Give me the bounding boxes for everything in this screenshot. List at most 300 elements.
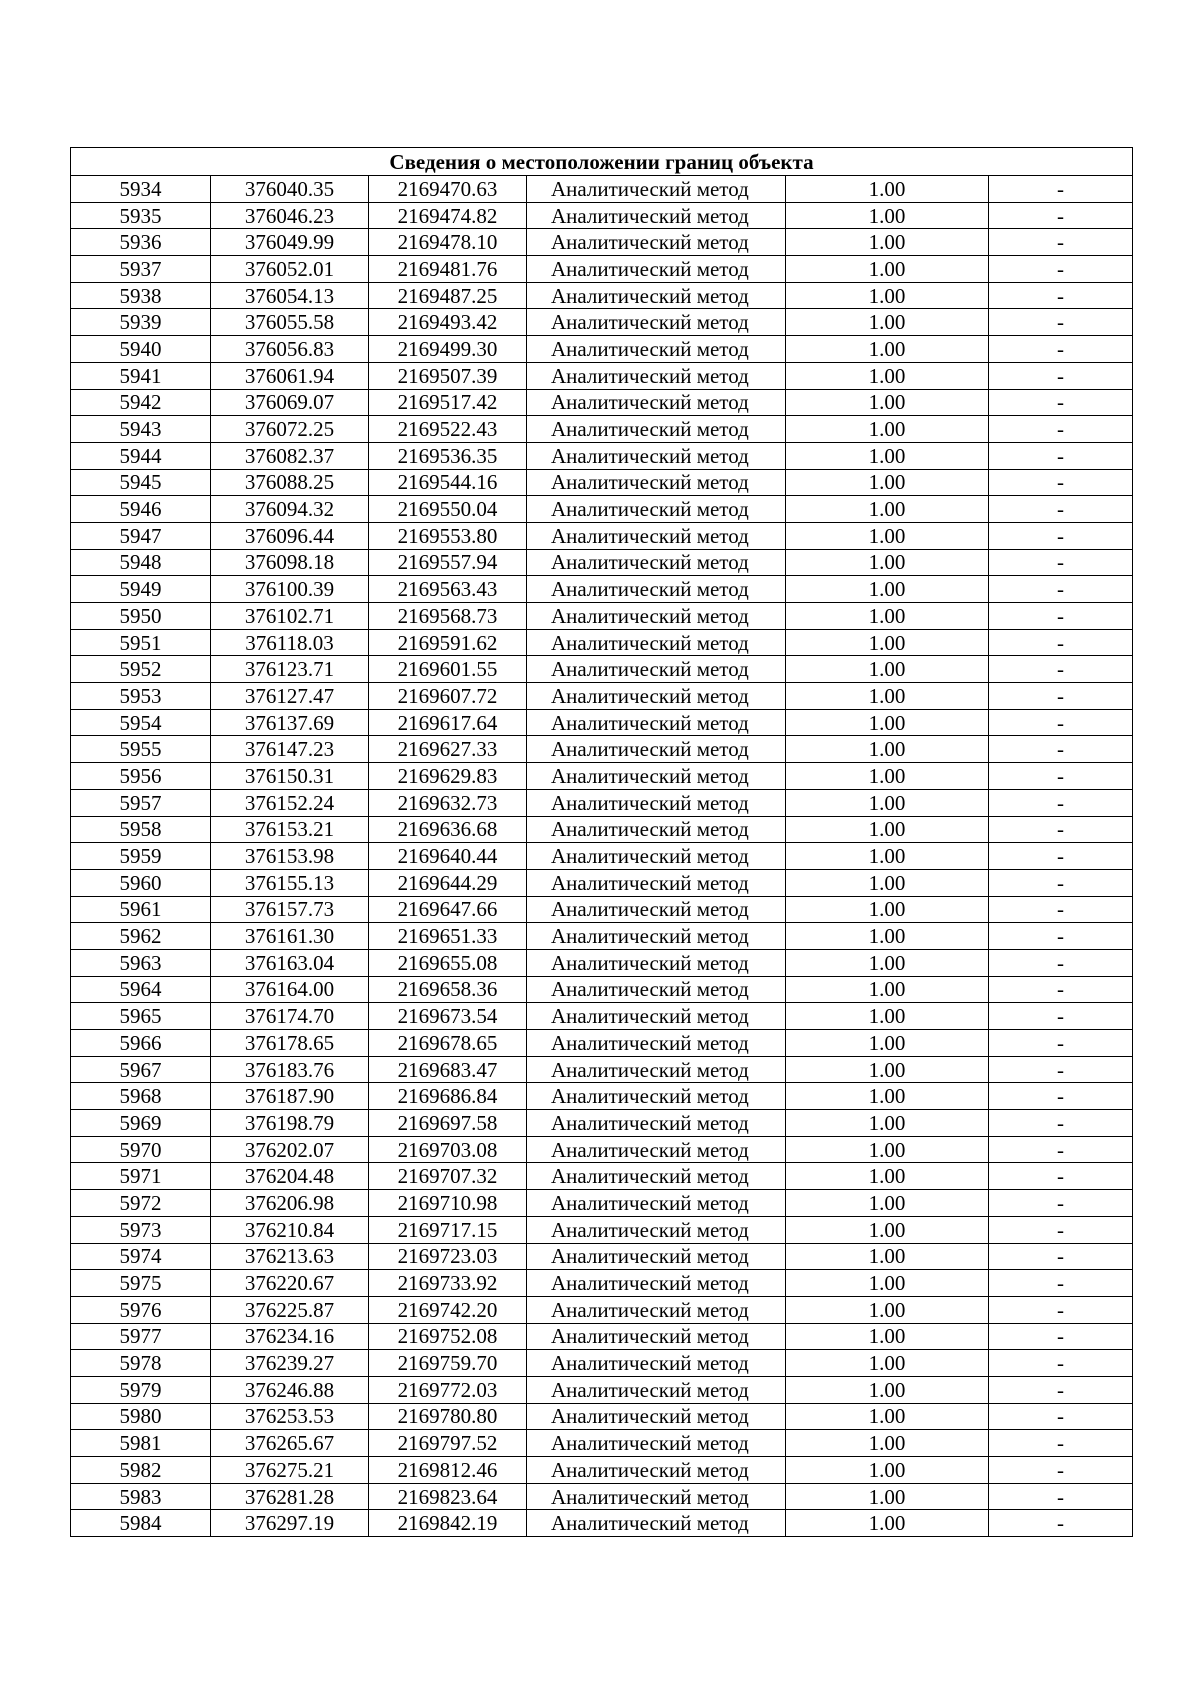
cell-description: -	[989, 442, 1133, 469]
cell-description: -	[989, 1163, 1133, 1190]
cell-y-coordinate: 2169632.73	[369, 789, 527, 816]
cell-description: -	[989, 1270, 1133, 1297]
table-row	[71, 309, 1133, 336]
cell-description: -	[989, 949, 1133, 976]
cell-method: Аналитический метод	[527, 1110, 786, 1137]
cell-x-coordinate: 376123.71	[211, 656, 369, 683]
cell-description: -	[989, 923, 1133, 950]
cell-x-coordinate: 376246.88	[211, 1376, 369, 1403]
cell-x-coordinate: 376202.07	[211, 1136, 369, 1163]
cell-description: -	[989, 1483, 1133, 1510]
cell-point-number: 5945	[71, 469, 211, 496]
cell-accuracy: 1.00	[786, 336, 989, 363]
table-row	[71, 1350, 1133, 1377]
cell-accuracy: 1.00	[786, 1243, 989, 1270]
cell-point-number: 5959	[71, 843, 211, 870]
cell-y-coordinate: 2169658.36	[369, 976, 527, 1003]
table-row	[71, 1163, 1133, 1190]
cell-description: -	[989, 976, 1133, 1003]
cell-x-coordinate: 376153.98	[211, 843, 369, 870]
cell-point-number: 5957	[71, 789, 211, 816]
cell-x-coordinate: 376061.94	[211, 362, 369, 389]
cell-method: Аналитический метод	[527, 1457, 786, 1484]
cell-point-number: 5973	[71, 1216, 211, 1243]
cell-x-coordinate: 376150.31	[211, 763, 369, 790]
cell-y-coordinate: 2169550.04	[369, 496, 527, 523]
cell-method: Аналитический метод	[527, 442, 786, 469]
table-row	[71, 1483, 1133, 1510]
cell-x-coordinate: 376152.24	[211, 789, 369, 816]
cell-point-number: 5980	[71, 1403, 211, 1430]
cell-y-coordinate: 2169553.80	[369, 522, 527, 549]
cell-method: Аналитический метод	[527, 309, 786, 336]
cell-y-coordinate: 2169636.68	[369, 816, 527, 843]
cell-y-coordinate: 2169655.08	[369, 949, 527, 976]
cell-y-coordinate: 2169474.82	[369, 202, 527, 229]
table-row	[71, 656, 1133, 683]
cell-x-coordinate: 376137.69	[211, 709, 369, 736]
cell-point-number: 5940	[71, 336, 211, 363]
cell-accuracy: 1.00	[786, 709, 989, 736]
cell-point-number: 5970	[71, 1136, 211, 1163]
cell-accuracy: 1.00	[786, 442, 989, 469]
cell-x-coordinate: 376118.03	[211, 629, 369, 656]
cell-x-coordinate: 376198.79	[211, 1110, 369, 1137]
cell-y-coordinate: 2169627.33	[369, 736, 527, 763]
cell-point-number: 5938	[71, 282, 211, 309]
cell-accuracy: 1.00	[786, 736, 989, 763]
cell-accuracy: 1.00	[786, 1483, 989, 1510]
cell-accuracy: 1.00	[786, 1457, 989, 1484]
cell-y-coordinate: 2169823.64	[369, 1483, 527, 1510]
cell-point-number: 5937	[71, 256, 211, 283]
cell-accuracy: 1.00	[786, 202, 989, 229]
table-row	[71, 1296, 1133, 1323]
cell-y-coordinate: 2169683.47	[369, 1056, 527, 1083]
cell-accuracy: 1.00	[786, 1056, 989, 1083]
cell-y-coordinate: 2169644.29	[369, 869, 527, 896]
cell-accuracy: 1.00	[786, 1270, 989, 1297]
cell-y-coordinate: 2169651.33	[369, 923, 527, 950]
cell-point-number: 5949	[71, 576, 211, 603]
cell-accuracy: 1.00	[786, 923, 989, 950]
cell-point-number: 5979	[71, 1376, 211, 1403]
table-row	[71, 603, 1133, 630]
cell-description: -	[989, 603, 1133, 630]
cell-method: Аналитический метод	[527, 1083, 786, 1110]
cell-accuracy: 1.00	[786, 576, 989, 603]
cell-x-coordinate: 376164.00	[211, 976, 369, 1003]
table-row	[71, 389, 1133, 416]
cell-method: Аналитический метод	[527, 176, 786, 203]
cell-method: Аналитический метод	[527, 202, 786, 229]
cell-description: -	[989, 1136, 1133, 1163]
cell-y-coordinate: 2169842.19	[369, 1510, 527, 1537]
cell-method: Аналитический метод	[527, 229, 786, 256]
cell-x-coordinate: 376220.67	[211, 1270, 369, 1297]
cell-x-coordinate: 376187.90	[211, 1083, 369, 1110]
cell-y-coordinate: 2169703.08	[369, 1136, 527, 1163]
cell-description: -	[989, 1083, 1133, 1110]
cell-method: Аналитический метод	[527, 256, 786, 283]
cell-point-number: 5984	[71, 1510, 211, 1537]
cell-accuracy: 1.00	[786, 603, 989, 630]
cell-y-coordinate: 2169647.66	[369, 896, 527, 923]
cell-method: Аналитический метод	[527, 1136, 786, 1163]
cell-description: -	[989, 282, 1133, 309]
cell-accuracy: 1.00	[786, 416, 989, 443]
cell-y-coordinate: 2169686.84	[369, 1083, 527, 1110]
cell-method: Аналитический метод	[527, 709, 786, 736]
cell-accuracy: 1.00	[786, 1083, 989, 1110]
cell-description: -	[989, 709, 1133, 736]
cell-x-coordinate: 376094.32	[211, 496, 369, 523]
cell-y-coordinate: 2169780.80	[369, 1403, 527, 1430]
cell-method: Аналитический метод	[527, 1056, 786, 1083]
table-row	[71, 202, 1133, 229]
cell-x-coordinate: 376213.63	[211, 1243, 369, 1270]
cell-description: -	[989, 1216, 1133, 1243]
cell-point-number: 5968	[71, 1083, 211, 1110]
table-row	[71, 256, 1133, 283]
cell-x-coordinate: 376281.28	[211, 1483, 369, 1510]
cell-method: Аналитический метод	[527, 282, 786, 309]
cell-point-number: 5944	[71, 442, 211, 469]
cell-description: -	[989, 896, 1133, 923]
cell-point-number: 5974	[71, 1243, 211, 1270]
cell-point-number: 5982	[71, 1457, 211, 1484]
table-row	[71, 1003, 1133, 1030]
cell-description: -	[989, 309, 1133, 336]
cell-point-number: 5964	[71, 976, 211, 1003]
cell-point-number: 5975	[71, 1270, 211, 1297]
cell-method: Аналитический метод	[527, 656, 786, 683]
cell-method: Аналитический метод	[527, 603, 786, 630]
cell-method: Аналитический метод	[527, 736, 786, 763]
cell-point-number: 5948	[71, 549, 211, 576]
cell-accuracy: 1.00	[786, 229, 989, 256]
cell-x-coordinate: 376155.13	[211, 869, 369, 896]
cell-accuracy: 1.00	[786, 1323, 989, 1350]
cell-x-coordinate: 376052.01	[211, 256, 369, 283]
cell-accuracy: 1.00	[786, 683, 989, 710]
cell-method: Аналитический метод	[527, 389, 786, 416]
cell-description: -	[989, 789, 1133, 816]
cell-x-coordinate: 376100.39	[211, 576, 369, 603]
cell-y-coordinate: 2169522.43	[369, 416, 527, 443]
table-row	[71, 736, 1133, 763]
cell-accuracy: 1.00	[786, 1110, 989, 1137]
cell-accuracy: 1.00	[786, 1430, 989, 1457]
table-row	[71, 869, 1133, 896]
cell-description: -	[989, 176, 1133, 203]
cell-x-coordinate: 376210.84	[211, 1216, 369, 1243]
cell-x-coordinate: 376206.98	[211, 1190, 369, 1217]
cell-method: Аналитический метод	[527, 869, 786, 896]
cell-y-coordinate: 2169499.30	[369, 336, 527, 363]
cell-method: Аналитический метод	[527, 763, 786, 790]
cell-method: Аналитический метод	[527, 469, 786, 496]
table-row	[71, 1270, 1133, 1297]
cell-description: -	[989, 1376, 1133, 1403]
cell-method: Аналитический метод	[527, 1163, 786, 1190]
cell-description: -	[989, 629, 1133, 656]
cell-point-number: 5936	[71, 229, 211, 256]
cell-y-coordinate: 2169470.63	[369, 176, 527, 203]
cell-accuracy: 1.00	[786, 256, 989, 283]
cell-method: Аналитический метод	[527, 1003, 786, 1030]
table-row	[71, 1190, 1133, 1217]
table-row	[71, 789, 1133, 816]
cell-point-number: 5955	[71, 736, 211, 763]
cell-x-coordinate: 376153.21	[211, 816, 369, 843]
cell-description: -	[989, 1056, 1133, 1083]
cell-point-number: 5969	[71, 1110, 211, 1137]
cell-description: -	[989, 549, 1133, 576]
table-row	[71, 896, 1133, 923]
cell-method: Аналитический метод	[527, 629, 786, 656]
cell-method: Аналитический метод	[527, 1350, 786, 1377]
cell-x-coordinate: 376297.19	[211, 1510, 369, 1537]
cell-point-number: 5939	[71, 309, 211, 336]
cell-y-coordinate: 2169717.15	[369, 1216, 527, 1243]
cell-description: -	[989, 1243, 1133, 1270]
cell-method: Аналитический метод	[527, 549, 786, 576]
table-row	[71, 816, 1133, 843]
table-row	[71, 1403, 1133, 1430]
cell-description: -	[989, 763, 1133, 790]
cell-description: -	[989, 736, 1133, 763]
cell-x-coordinate: 376040.35	[211, 176, 369, 203]
cell-point-number: 5965	[71, 1003, 211, 1030]
cell-description: -	[989, 869, 1133, 896]
cell-description: -	[989, 1403, 1133, 1430]
cell-accuracy: 1.00	[786, 469, 989, 496]
table-row	[71, 496, 1133, 523]
cell-method: Аналитический метод	[527, 522, 786, 549]
cell-point-number: 5960	[71, 869, 211, 896]
cell-description: -	[989, 1510, 1133, 1537]
cell-x-coordinate: 376056.83	[211, 336, 369, 363]
cell-description: -	[989, 389, 1133, 416]
cell-description: -	[989, 1323, 1133, 1350]
cell-accuracy: 1.00	[786, 176, 989, 203]
cell-x-coordinate: 376265.67	[211, 1430, 369, 1457]
cell-point-number: 5956	[71, 763, 211, 790]
cell-accuracy: 1.00	[786, 896, 989, 923]
cell-y-coordinate: 2169707.32	[369, 1163, 527, 1190]
table-row	[71, 1216, 1133, 1243]
cell-description: -	[989, 336, 1133, 363]
cell-x-coordinate: 376046.23	[211, 202, 369, 229]
cell-accuracy: 1.00	[786, 496, 989, 523]
cell-accuracy: 1.00	[786, 1510, 989, 1537]
cell-x-coordinate: 376055.58	[211, 309, 369, 336]
table-row	[71, 949, 1133, 976]
cell-description: -	[989, 1030, 1133, 1057]
cell-description: -	[989, 683, 1133, 710]
cell-method: Аналитический метод	[527, 683, 786, 710]
cell-x-coordinate: 376174.70	[211, 1003, 369, 1030]
cell-point-number: 5943	[71, 416, 211, 443]
table-row	[71, 843, 1133, 870]
cell-point-number: 5961	[71, 896, 211, 923]
cell-y-coordinate: 2169678.65	[369, 1030, 527, 1057]
cell-y-coordinate: 2169772.03	[369, 1376, 527, 1403]
cell-point-number: 5947	[71, 522, 211, 549]
cell-x-coordinate: 376253.53	[211, 1403, 369, 1430]
cell-description: -	[989, 362, 1133, 389]
cell-method: Аналитический метод	[527, 949, 786, 976]
cell-accuracy: 1.00	[786, 549, 989, 576]
cell-y-coordinate: 2169536.35	[369, 442, 527, 469]
cell-accuracy: 1.00	[786, 522, 989, 549]
table-row	[71, 229, 1133, 256]
cell-x-coordinate: 376082.37	[211, 442, 369, 469]
table-row	[71, 683, 1133, 710]
table-row	[71, 709, 1133, 736]
table-row	[71, 416, 1133, 443]
cell-point-number: 5958	[71, 816, 211, 843]
cell-y-coordinate: 2169812.46	[369, 1457, 527, 1484]
cell-method: Аналитический метод	[527, 1190, 786, 1217]
cell-x-coordinate: 376088.25	[211, 469, 369, 496]
cell-y-coordinate: 2169544.16	[369, 469, 527, 496]
cell-x-coordinate: 376069.07	[211, 389, 369, 416]
cell-point-number: 5962	[71, 923, 211, 950]
cell-x-coordinate: 376098.18	[211, 549, 369, 576]
cell-accuracy: 1.00	[786, 789, 989, 816]
table-row	[71, 1030, 1133, 1057]
cell-x-coordinate: 376183.76	[211, 1056, 369, 1083]
cell-y-coordinate: 2169697.58	[369, 1110, 527, 1137]
cell-description: -	[989, 229, 1133, 256]
cell-point-number: 5942	[71, 389, 211, 416]
cell-point-number: 5941	[71, 362, 211, 389]
cell-method: Аналитический метод	[527, 789, 786, 816]
cell-method: Аналитический метод	[527, 843, 786, 870]
cell-point-number: 5967	[71, 1056, 211, 1083]
cell-point-number: 5950	[71, 603, 211, 630]
cell-accuracy: 1.00	[786, 656, 989, 683]
cell-y-coordinate: 2169733.92	[369, 1270, 527, 1297]
cell-y-coordinate: 2169797.52	[369, 1430, 527, 1457]
cell-y-coordinate: 2169710.98	[369, 1190, 527, 1217]
cell-point-number: 5951	[71, 629, 211, 656]
cell-method: Аналитический метод	[527, 1323, 786, 1350]
cell-description: -	[989, 469, 1133, 496]
table-row	[71, 362, 1133, 389]
cell-description: -	[989, 1457, 1133, 1484]
table-row	[71, 1056, 1133, 1083]
table-row	[71, 763, 1133, 790]
table-row	[71, 923, 1133, 950]
cell-description: -	[989, 202, 1133, 229]
cell-method: Аналитический метод	[527, 576, 786, 603]
table-row	[71, 469, 1133, 496]
cell-accuracy: 1.00	[786, 843, 989, 870]
cell-method: Аналитический метод	[527, 896, 786, 923]
cell-x-coordinate: 376234.16	[211, 1323, 369, 1350]
cell-accuracy: 1.00	[786, 949, 989, 976]
cell-point-number: 5952	[71, 656, 211, 683]
cell-accuracy: 1.00	[786, 763, 989, 790]
table-row	[71, 176, 1133, 203]
cell-description: -	[989, 656, 1133, 683]
cell-y-coordinate: 2169673.54	[369, 1003, 527, 1030]
cell-x-coordinate: 376096.44	[211, 522, 369, 549]
cell-accuracy: 1.00	[786, 1350, 989, 1377]
cell-y-coordinate: 2169481.76	[369, 256, 527, 283]
cell-description: -	[989, 256, 1133, 283]
table-row	[71, 282, 1133, 309]
table-row	[71, 629, 1133, 656]
cell-method: Аналитический метод	[527, 336, 786, 363]
table-row	[71, 1457, 1133, 1484]
cell-y-coordinate: 2169601.55	[369, 656, 527, 683]
cell-x-coordinate: 376161.30	[211, 923, 369, 950]
cell-x-coordinate: 376054.13	[211, 282, 369, 309]
table-row	[71, 522, 1133, 549]
cell-y-coordinate: 2169507.39	[369, 362, 527, 389]
cell-point-number: 5935	[71, 202, 211, 229]
cell-y-coordinate: 2169629.83	[369, 763, 527, 790]
cell-point-number: 5963	[71, 949, 211, 976]
cell-x-coordinate: 376049.99	[211, 229, 369, 256]
cell-method: Аналитический метод	[527, 1403, 786, 1430]
cell-accuracy: 1.00	[786, 1190, 989, 1217]
cell-x-coordinate: 376225.87	[211, 1296, 369, 1323]
cell-point-number: 5977	[71, 1323, 211, 1350]
cell-accuracy: 1.00	[786, 976, 989, 1003]
cell-point-number: 5954	[71, 709, 211, 736]
cell-x-coordinate: 376072.25	[211, 416, 369, 443]
cell-method: Аналитический метод	[527, 1296, 786, 1323]
cell-description: -	[989, 816, 1133, 843]
cell-accuracy: 1.00	[786, 1003, 989, 1030]
cell-point-number: 5983	[71, 1483, 211, 1510]
cell-accuracy: 1.00	[786, 1296, 989, 1323]
cell-point-number: 5966	[71, 1030, 211, 1057]
cell-accuracy: 1.00	[786, 362, 989, 389]
cell-description: -	[989, 1190, 1133, 1217]
cell-method: Аналитический метод	[527, 1483, 786, 1510]
cell-x-coordinate: 376127.47	[211, 683, 369, 710]
cell-accuracy: 1.00	[786, 1216, 989, 1243]
cell-y-coordinate: 2169563.43	[369, 576, 527, 603]
cell-point-number: 5934	[71, 176, 211, 203]
cell-point-number: 5978	[71, 1350, 211, 1377]
cell-x-coordinate: 376147.23	[211, 736, 369, 763]
cell-y-coordinate: 2169493.42	[369, 309, 527, 336]
cell-accuracy: 1.00	[786, 1136, 989, 1163]
cell-y-coordinate: 2169591.62	[369, 629, 527, 656]
cell-x-coordinate: 376178.65	[211, 1030, 369, 1057]
table-row	[71, 1430, 1133, 1457]
cell-y-coordinate: 2169752.08	[369, 1323, 527, 1350]
cell-point-number: 5946	[71, 496, 211, 523]
cell-description: -	[989, 1430, 1133, 1457]
cell-method: Аналитический метод	[527, 976, 786, 1003]
cell-y-coordinate: 2169607.72	[369, 683, 527, 710]
cell-description: -	[989, 496, 1133, 523]
cell-x-coordinate: 376275.21	[211, 1457, 369, 1484]
cell-y-coordinate: 2169617.64	[369, 709, 527, 736]
cell-y-coordinate: 2169723.03	[369, 1243, 527, 1270]
cell-point-number: 5981	[71, 1430, 211, 1457]
cell-y-coordinate: 2169568.73	[369, 603, 527, 630]
cell-method: Аналитический метод	[527, 816, 786, 843]
